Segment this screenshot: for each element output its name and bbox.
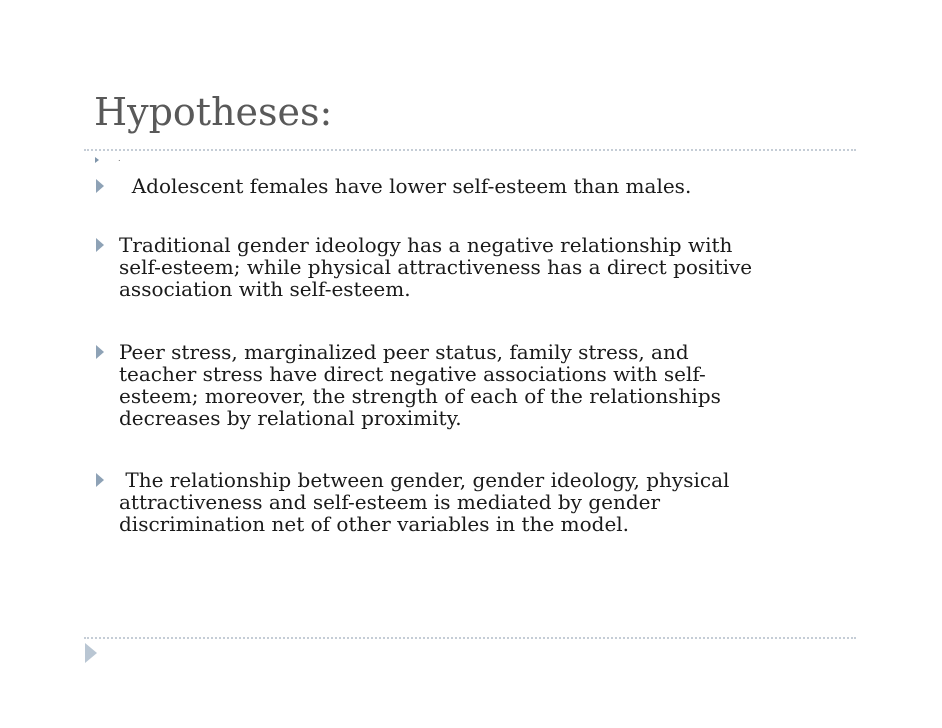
bullet-text: Traditional gender ideology has a negative relationship with self-esteem; while physical attractiveness has a direct positive association with self-esteem. bbox=[119, 233, 753, 301]
small-bullet-text: . bbox=[118, 154, 121, 163]
bullet-text: Adolescent females have lower self-esteem than males. bbox=[119, 174, 692, 198]
small-bullet-icon bbox=[95, 157, 99, 163]
bullet-text: Peer stress, marginalized peer status, family stress, and teacher stress have direct negative associations with self- esteem; moreover, the strength of each of the relationships decreases by relational proximity. bbox=[119, 340, 721, 430]
triangle-bullet-icon bbox=[96, 345, 104, 359]
top-divider bbox=[84, 149, 856, 151]
triangle-bullet-icon bbox=[96, 238, 104, 252]
bullet-text: The relationship between gender, gender ideology, physical attractiveness and self-esteem is mediated by gender discrimination net of other variables in the model. bbox=[119, 468, 730, 536]
bottom-divider bbox=[84, 637, 856, 639]
triangle-bullet-icon bbox=[96, 179, 104, 193]
triangle-bullet-icon bbox=[96, 473, 104, 487]
slide-title: Hypotheses: bbox=[94, 90, 333, 134]
next-slide-arrow-icon[interactable] bbox=[85, 643, 97, 663]
